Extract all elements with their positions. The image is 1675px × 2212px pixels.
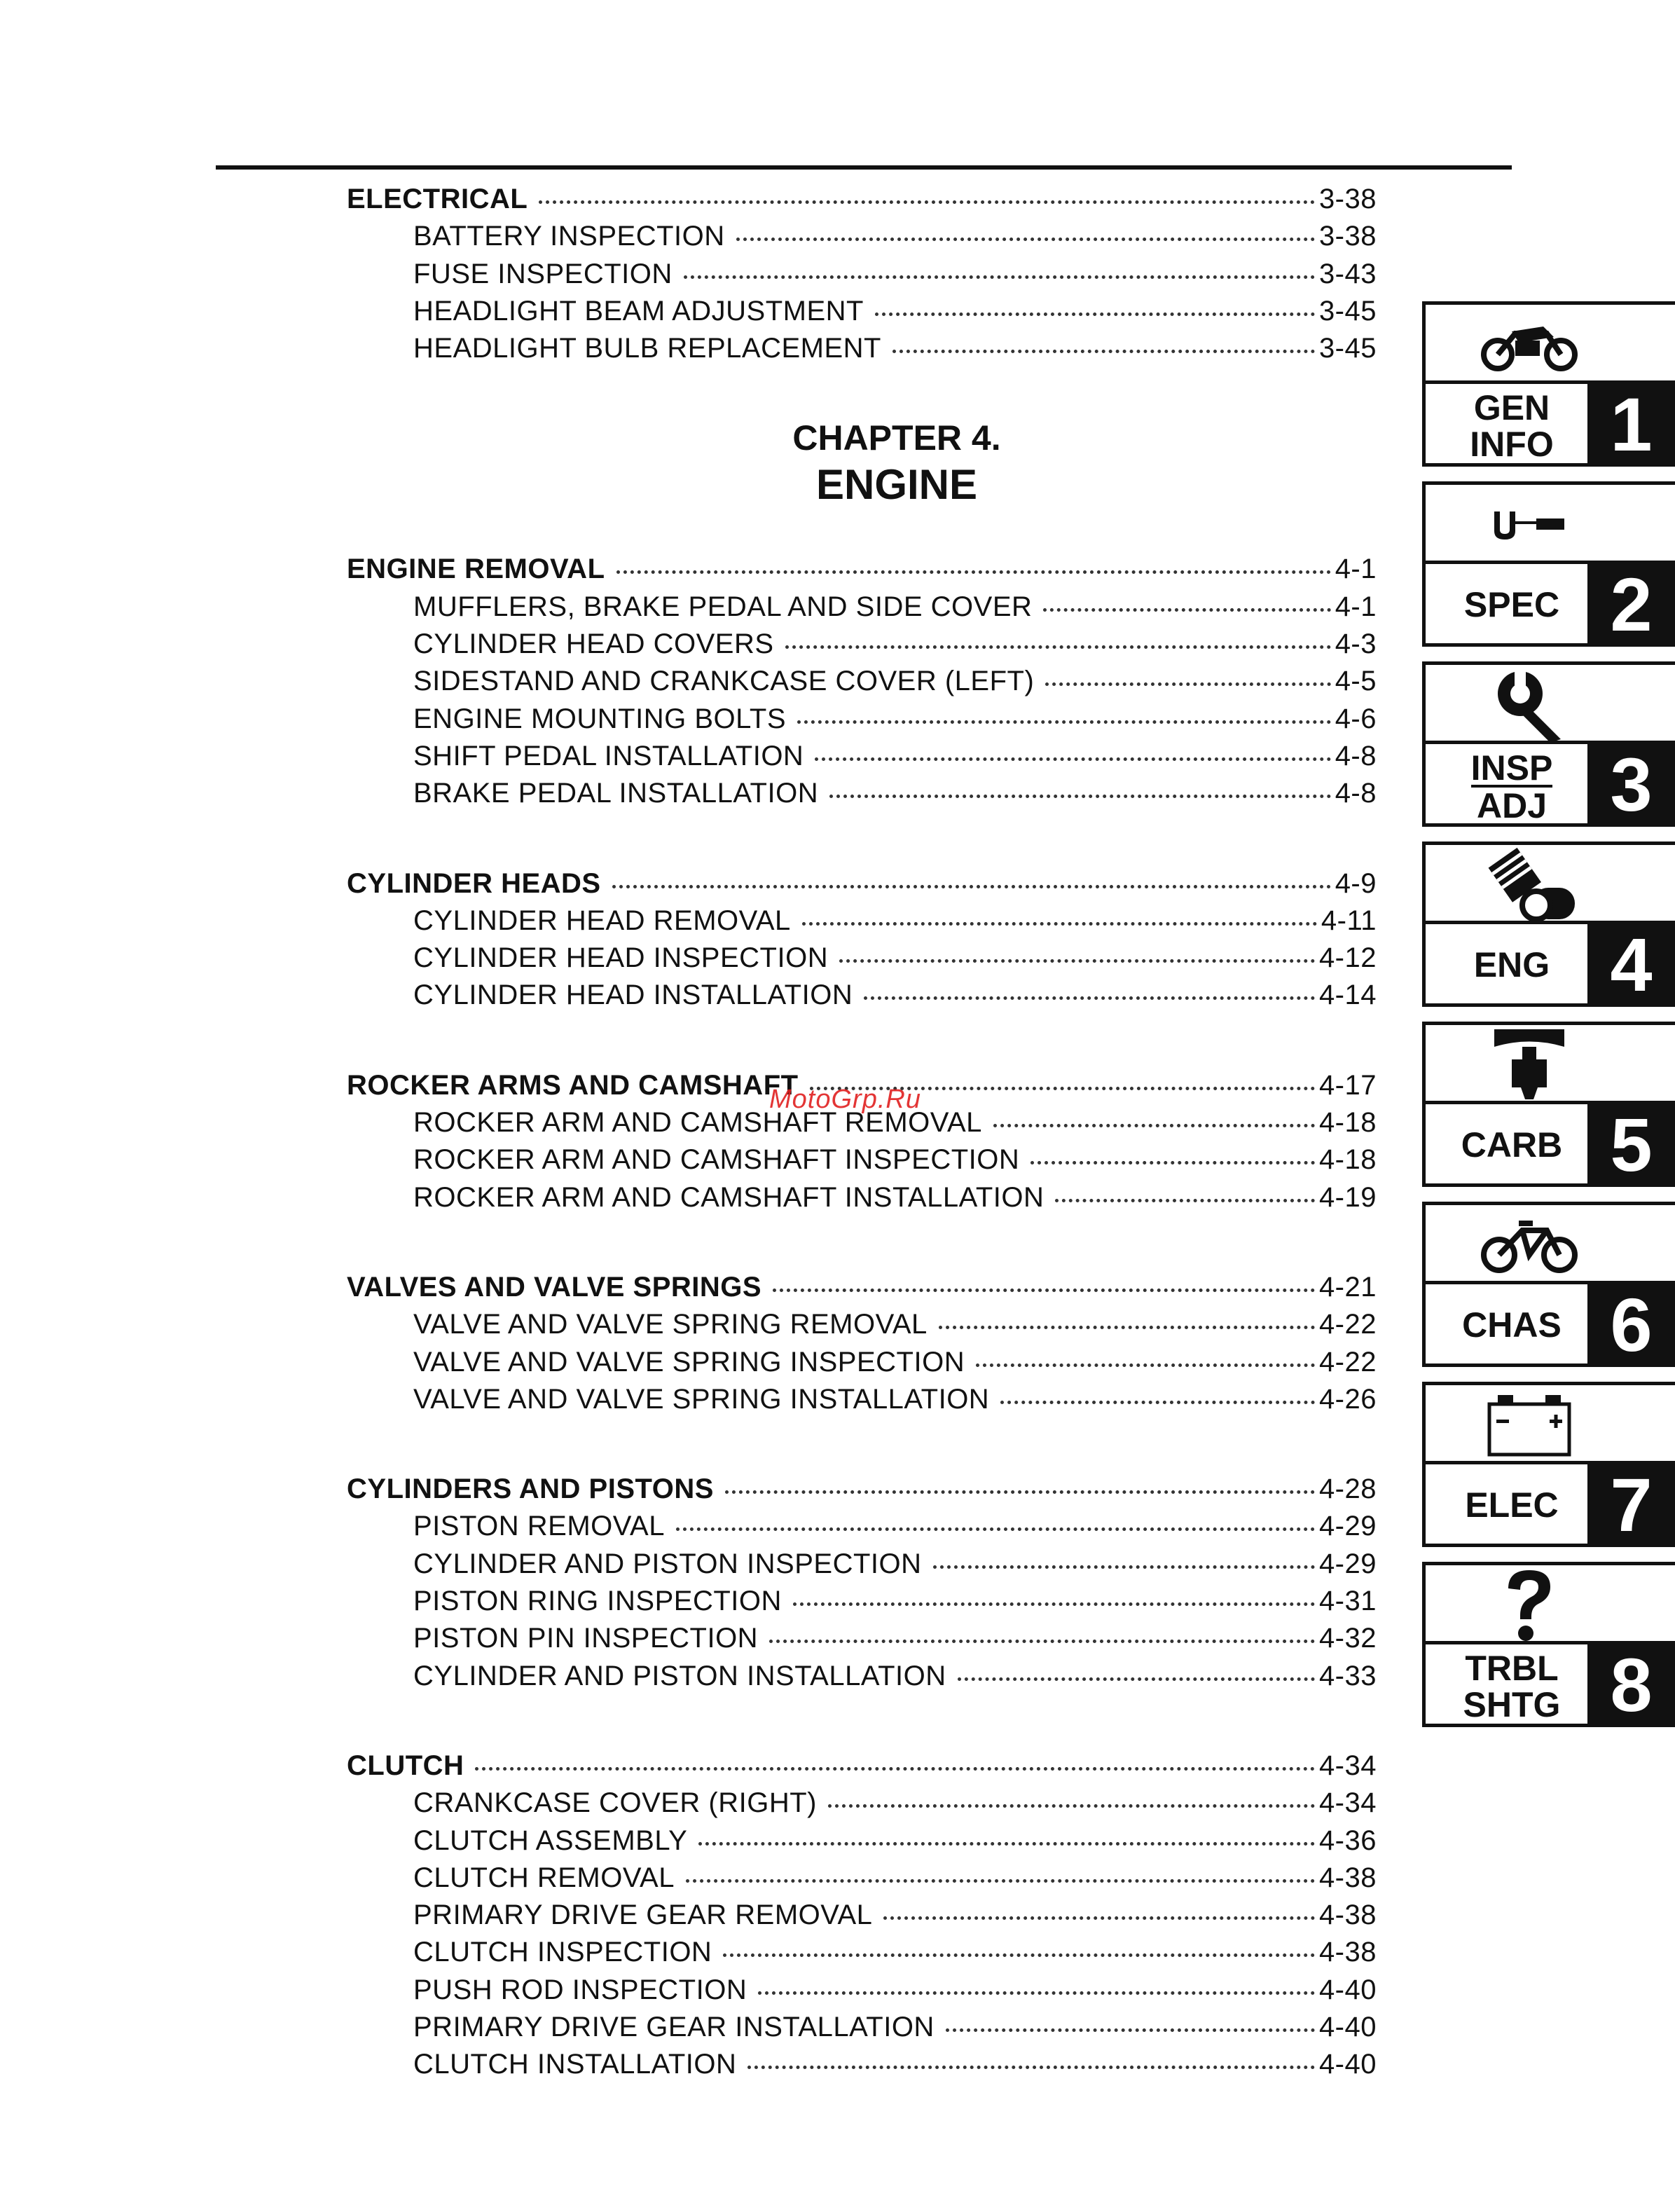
tab-label-area	[1426, 921, 1675, 1007]
toc-entry-label: PRIMARY DRIVE GEAR INSTALLATION	[413, 2011, 935, 2042]
watermark: MotoGrp.Ru	[769, 1085, 921, 1114]
dot-leader	[686, 1879, 1315, 1883]
toc-entry-label: CYLINDER HEADS	[347, 867, 601, 899]
toc-entry[interactable]	[347, 2046, 1377, 2083]
tab-chapter-number: 1	[1587, 384, 1675, 463]
dot-leader	[1043, 608, 1330, 612]
dot-leader	[1055, 1199, 1315, 1202]
toc-page-number: 4-26	[1318, 1383, 1377, 1415]
toc-section-heading[interactable]	[347, 1747, 1377, 1785]
wrench-tool-icon	[1426, 485, 1675, 563]
toc-page-number: 3-38	[1318, 221, 1377, 252]
tab-label-area	[1426, 380, 1675, 467]
toc-entry-label: CLUTCH	[347, 1750, 464, 1781]
toc-page-number: 4-36	[1318, 1825, 1377, 1856]
chapter-heading	[347, 367, 1377, 551]
toc-entry[interactable]	[347, 1508, 1377, 1545]
toc-entry-label: VALVE AND VALVE SPRING REMOVAL	[413, 1309, 928, 1340]
toc-section-heading[interactable]	[347, 1269, 1377, 1306]
toc-entry-label: HEADLIGHT BEAM ADJUSTMENT	[413, 295, 864, 327]
tab-abbreviation-line: SPEC	[1463, 585, 1560, 624]
dot-leader	[797, 720, 1331, 724]
toc-entry[interactable]	[347, 1658, 1377, 1695]
tab-abbreviation-line: ENG	[1473, 945, 1550, 984]
tab-abbreviation-line: SHTG	[1463, 1685, 1561, 1724]
tab-abbreviation-line: TRBL	[1465, 1649, 1559, 1688]
tab-abbreviation	[1438, 1307, 1585, 1343]
dot-leader	[616, 570, 1331, 574]
dot-leader	[802, 922, 1317, 926]
toc-entry-label: SIDESTAND AND CRANKCASE COVER (LEFT)	[413, 666, 1035, 697]
tab-abbreviation-line: INFO	[1470, 425, 1554, 464]
tab-abbreviation	[1438, 750, 1585, 824]
tab-label-area	[1426, 741, 1675, 827]
tab-abbreviation-line: CHAS	[1462, 1305, 1562, 1345]
toc-entry[interactable]	[347, 663, 1377, 700]
motorcycle-icon	[1426, 305, 1675, 383]
toc-page-number: 4-14	[1318, 980, 1377, 1011]
toc-section-heading[interactable]	[347, 1471, 1377, 1508]
toc-entry[interactable]	[347, 1344, 1377, 1381]
toc-page-number: 4-28	[1318, 1473, 1377, 1505]
chapter-tab-insp-adj[interactable]	[1422, 661, 1675, 827]
toc-entry[interactable]	[347, 701, 1377, 738]
toc-entry[interactable]	[347, 1785, 1377, 1822]
toc-entry-label: PRIMARY DRIVE GEAR REMOVAL	[413, 1900, 873, 1931]
tab-abbreviation	[1438, 586, 1585, 623]
dot-leader	[758, 1991, 1315, 1995]
dot-leader	[946, 2028, 1315, 2032]
section-gap	[347, 1695, 1377, 1747]
toc-entry[interactable]	[347, 1583, 1377, 1620]
dot-leader	[793, 1602, 1315, 1606]
chapter-tab-eng[interactable]	[1422, 841, 1675, 1007]
dot-leader	[785, 645, 1331, 649]
engine-cylinder-icon	[1426, 845, 1675, 923]
tab-label-area	[1426, 1101, 1675, 1187]
toc-entry-label: VALVE AND VALVE SPRING INSPECTION	[413, 1346, 965, 1378]
toc-entry-label: CLUTCH INSPECTION	[413, 1937, 712, 1968]
toc-page-number: 4-18	[1318, 1107, 1377, 1139]
tab-label-area	[1426, 561, 1675, 647]
toc-entry-label: ROCKER ARMS AND CAMSHAFT	[347, 1069, 799, 1101]
tab-abbreviation-line: ELEC	[1465, 1485, 1559, 1525]
tab-abbreviation	[1438, 1487, 1585, 1523]
tab-abbreviation-line: INSP	[1470, 748, 1553, 788]
toc-page-number: 4-8	[1335, 778, 1377, 809]
section-gap	[347, 813, 1377, 865]
dot-leader	[839, 959, 1315, 963]
toc-entry[interactable]	[347, 1381, 1377, 1418]
toc-entry[interactable]	[347, 1620, 1377, 1657]
toc-entry[interactable]	[347, 626, 1377, 663]
toc-entry[interactable]	[347, 256, 1377, 293]
toc-page-number: 4-33	[1318, 1660, 1377, 1691]
dot-leader	[1030, 1161, 1315, 1165]
toc-entry[interactable]	[347, 218, 1377, 255]
chapter-tab-chas[interactable]	[1422, 1202, 1675, 1367]
toc-page-number: 4-38	[1318, 1900, 1377, 1931]
toc-entry[interactable]	[347, 902, 1377, 940]
chapter-tab-trbl-shtg[interactable]	[1422, 1562, 1675, 1727]
toc-entry[interactable]	[347, 293, 1377, 330]
dot-leader	[1045, 682, 1330, 686]
tab-label-area	[1426, 1641, 1675, 1727]
toc-page-number: 4-29	[1318, 1511, 1377, 1542]
tab-abbreviation	[1438, 1650, 1585, 1723]
toc-page-number: 4-3	[1335, 628, 1377, 660]
dot-leader	[769, 1640, 1315, 1643]
toc-page-number: 4-29	[1318, 1548, 1377, 1579]
toc-entry-label: CLUTCH REMOVAL	[413, 1862, 675, 1893]
tab-chapter-number: 6	[1587, 1284, 1675, 1363]
toc-entry[interactable]	[347, 1141, 1377, 1179]
toc-entry[interactable]	[347, 977, 1377, 1014]
chapter-title: ENGINE	[815, 461, 978, 509]
toc-entry-label: ENGINE MOUNTING BOLTS	[413, 703, 787, 734]
toc-entry-label: BRAKE PEDAL INSTALLATION	[413, 778, 819, 809]
chapter-tab-spec[interactable]	[1422, 481, 1675, 647]
chapter-number: CHAPTER 4.	[792, 418, 1001, 458]
toc-section-heading[interactable]	[347, 865, 1377, 902]
tab-abbreviation	[1438, 1127, 1585, 1163]
dot-leader	[976, 1363, 1315, 1367]
dot-leader	[864, 996, 1315, 1000]
toc-section-heading[interactable]	[347, 181, 1377, 218]
chapter-tabs	[1422, 301, 1675, 1742]
dot-leader	[829, 795, 1331, 798]
toc-entry[interactable]	[347, 1306, 1377, 1343]
dot-leader	[539, 200, 1315, 204]
toc-entry[interactable]	[347, 1546, 1377, 1583]
toc-entry-label: CYLINDER AND PISTON INSPECTION	[413, 1548, 922, 1579]
toc-page-number: 4-6	[1335, 703, 1377, 734]
dot-leader	[725, 1490, 1315, 1494]
toc-page-number: 4-22	[1318, 1346, 1377, 1378]
tab-abbreviation-line: GEN	[1473, 388, 1550, 427]
toc-entry-label: CYLINDER AND PISTON INSTALLATION	[413, 1660, 946, 1691]
tab-chapter-number: 2	[1587, 564, 1675, 643]
tab-abbreviation	[1438, 947, 1585, 983]
toc-page-number: 4-40	[1318, 2049, 1377, 2080]
toc-page-number: 4-32	[1318, 1623, 1377, 1654]
toc-entry-label: BATTERY INSPECTION	[413, 221, 725, 252]
chapter-tab-carb[interactable]	[1422, 1022, 1675, 1187]
toc-page-number: 4-34	[1318, 1750, 1377, 1781]
toc-page-number: 4-38	[1318, 1937, 1377, 1968]
toc-entry-label: CYLINDER HEAD INSPECTION	[413, 942, 829, 974]
toc-page-number: 3-38	[1318, 184, 1377, 214]
toc-page-number: 4-18	[1318, 1144, 1377, 1176]
toc-page-number: 4-22	[1318, 1309, 1377, 1340]
toc-page-number: 4-5	[1335, 666, 1377, 697]
toc-entry-label: CYLINDER HEAD REMOVAL	[413, 905, 791, 936]
toc-entry[interactable]	[347, 1972, 1377, 2009]
toc-page-number: 4-11	[1321, 905, 1377, 936]
tab-abbreviation-line: ADJ	[1476, 786, 1548, 825]
toc-section-heading[interactable]	[347, 551, 1377, 588]
toc-page-number: 4-34	[1318, 1787, 1377, 1819]
tab-chapter-number: 7	[1587, 1464, 1675, 1544]
toc-entry[interactable]	[347, 738, 1377, 775]
dot-leader	[698, 1842, 1315, 1846]
bicycle-chassis-icon	[1426, 1205, 1675, 1284]
toc-entry-label: ROCKER ARM AND CAMSHAFT REMOVAL	[413, 1107, 982, 1139]
dot-leader	[684, 275, 1315, 279]
toc-entry-label: ENGINE REMOVAL	[347, 554, 605, 585]
top-rule	[216, 165, 1512, 170]
dot-leader	[815, 757, 1330, 761]
toc-page-number: 4-21	[1318, 1271, 1377, 1303]
dot-leader	[892, 350, 1315, 353]
dot-leader	[933, 1565, 1315, 1569]
toc-page-number: 4-1	[1335, 554, 1377, 585]
tab-abbreviation-line: CARB	[1461, 1125, 1563, 1165]
toc-entry-label: VALVE AND VALVE SPRING INSTALLATION	[413, 1383, 990, 1415]
toc-entry-label: CRANKCASE COVER (RIGHT)	[413, 1787, 817, 1819]
section-gap	[347, 1015, 1377, 1067]
toc-entry[interactable]	[347, 940, 1377, 977]
toc-page-number: 4-12	[1318, 942, 1377, 974]
tab-chapter-number: 3	[1587, 744, 1675, 823]
toc-entry-label: HEADLIGHT BULB REPLACEMENT	[413, 333, 881, 364]
toc-entry-label: ROCKER ARM AND CAMSHAFT INSPECTION	[413, 1144, 1020, 1176]
toc-entry-label: VALVES AND VALVE SPRINGS	[347, 1271, 762, 1303]
toc-entry[interactable]	[347, 2009, 1377, 2046]
tab-chapter-number: 4	[1587, 924, 1675, 1003]
table-of-contents	[347, 181, 1377, 2084]
dot-leader	[993, 1124, 1315, 1127]
tab-chapter-number: 5	[1587, 1104, 1675, 1183]
dot-leader	[475, 1767, 1315, 1771]
toc-entry-label: SHIFT PEDAL INSTALLATION	[413, 740, 804, 771]
toc-entry[interactable]	[347, 1934, 1377, 1971]
toc-page-number: 3-43	[1318, 258, 1377, 289]
tab-abbreviation	[1438, 390, 1585, 462]
section-gap	[347, 1418, 1377, 1471]
toc-entry-label: PISTON RING INSPECTION	[413, 1586, 782, 1617]
dot-leader	[676, 1527, 1315, 1531]
toc-page-number: 4-19	[1318, 1181, 1377, 1213]
dot-leader	[883, 1916, 1315, 1920]
toc-entry-label: PUSH ROD INSPECTION	[413, 1974, 747, 2005]
toc-entry[interactable]	[347, 775, 1377, 812]
toc-entry[interactable]	[347, 1860, 1377, 1897]
toc-entry-label: ROCKER ARM AND CAMSHAFT INSTALLATION	[413, 1181, 1045, 1213]
toc-page-number: 4-17	[1318, 1069, 1377, 1101]
dot-leader	[875, 312, 1315, 316]
carburetor-icon	[1426, 1025, 1675, 1104]
toc-entry-label: CLUTCH INSTALLATION	[413, 2049, 737, 2080]
toc-page-number: 4-31	[1318, 1586, 1377, 1617]
toc-entry-label: ELECTRICAL	[347, 184, 528, 214]
toc-entry-label: CYLINDERS AND PISTONS	[347, 1473, 714, 1505]
tab-chapter-number: 8	[1587, 1644, 1675, 1724]
battery-icon	[1426, 1385, 1675, 1464]
chapter-tab-elec[interactable]	[1422, 1382, 1675, 1547]
toc-page-number: 4-38	[1318, 1862, 1377, 1893]
dot-leader	[723, 1953, 1315, 1957]
tab-label-area	[1426, 1281, 1675, 1367]
section-gap	[347, 1216, 1377, 1269]
toc-entry-label: FUSE INSPECTION	[413, 258, 673, 289]
toc-entry[interactable]	[347, 330, 1377, 367]
toc-page-number: 3-45	[1318, 333, 1377, 364]
dot-leader	[736, 238, 1315, 241]
toc-page-number: 4-40	[1318, 2011, 1377, 2042]
dot-leader	[747, 2066, 1315, 2069]
toc-entry-label: PISTON PIN INSPECTION	[413, 1623, 759, 1654]
spanner-icon	[1426, 665, 1675, 743]
toc-entry-label: CLUTCH ASSEMBLY	[413, 1825, 688, 1856]
question-mark-icon	[1426, 1565, 1675, 1644]
toc-page-number: 4-8	[1335, 740, 1377, 771]
toc-entry-label: PISTON REMOVAL	[413, 1511, 665, 1542]
dot-leader	[828, 1804, 1315, 1808]
toc-page-number: 4-40	[1318, 1974, 1377, 2005]
toc-page-number: 4-1	[1335, 591, 1377, 622]
toc-entry-label: CYLINDER HEAD COVERS	[413, 628, 774, 660]
tab-label-area	[1426, 1461, 1675, 1547]
dot-leader	[939, 1326, 1315, 1329]
toc-entry[interactable]	[347, 1822, 1377, 1860]
dot-leader	[1000, 1401, 1315, 1404]
toc-entry[interactable]	[347, 589, 1377, 626]
dot-leader	[773, 1289, 1315, 1292]
toc-entry-label: CYLINDER HEAD INSTALLATION	[413, 980, 853, 1011]
chapter-tab-gen-info[interactable]	[1422, 301, 1675, 467]
dot-leader	[958, 1677, 1315, 1681]
toc-page-number: 3-45	[1318, 295, 1377, 327]
dot-leader	[612, 885, 1331, 888]
toc-entry[interactable]	[347, 1897, 1377, 1934]
toc-page-number: 4-9	[1335, 867, 1377, 899]
toc-entry[interactable]	[347, 1179, 1377, 1216]
toc-entry-label: MUFFLERS, BRAKE PEDAL AND SIDE COVER	[413, 591, 1033, 622]
